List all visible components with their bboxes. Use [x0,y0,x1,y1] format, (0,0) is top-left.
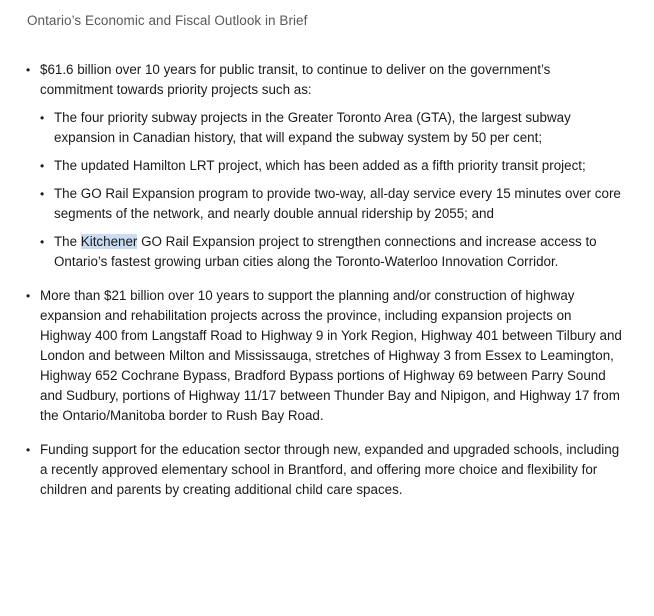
bullet-icon: • [40,111,45,125]
document-header: Ontario’s Economic and Fiscal Outlook in Brief [27,13,308,28]
sub-item-text[interactable]: The four priority subway projects in the Greater Toronto Area (GTA), the largest subway expansion in Canadian history, that will expand the subway system by 50 per cent; [54,110,571,145]
sub-item-text[interactable]: The GO Rail Expansion program to provide two-way, all-day service every 15 minutes over core segments of the network, and nearly double annual ridership by 2055; and [54,186,621,221]
sub-item-text[interactable] [54,234,597,269]
sub-item-kitchener [40,232,624,272]
list-item-text[interactable]: $61.6 billion over 10 years for public transit, to continue to deliver on the government’s commitment towards priority projects such as: [40,62,551,97]
bullet-icon: • [40,235,45,249]
sub-item-text[interactable]: The updated Hamilton LRT project, which has been added as a fifth priority transit project; [54,158,586,173]
sub-bullet-list [40,108,624,272]
bullet-icon: • [40,187,45,201]
bullet-list [0,60,654,500]
sub-item-go-rail [40,184,624,224]
bullet-icon: • [40,159,45,173]
text-before-selection: The [54,234,81,249]
text-after-selection: GO Rail Expansion project to strengthen connections and increase access to Ontario’s fastest growing urban cities along the Toronto-Waterloo Innovation Corridor. [54,234,597,269]
list-item-text[interactable]: More than $21 billion over 10 years to support the planning and/or construction of highway expansion and rehabilitation projects across the province, including expansion projects on Highway 400 from Langstaff Road to Highway 9 in York Region, Highway 401 between Tilbury and London and between Milton and Mississauga, stretches of Highway 3 from Essex to Leamington, Highway 652 Cochrane Bypass, Bradford Bypass portions of Highway 69 between Parry Sound and Sudbury, portions of Highway 11/17 between Thunder Bay and Nipigon, and Highway 17 from the Ontario/Manitoba border to Rush Bay Road. [40,288,622,423]
bullet-icon: • [26,289,31,303]
list-item-education [0,440,654,500]
list-item-text[interactable]: Funding support for the education sector through new, expanded and upgraded schools, including a recently approved elementary school in Brantford, and offering more choice and flexibility for children and parents by creating additional child care spaces. [40,442,620,497]
selected-text-highlight[interactable]: Kitchener [80,234,138,249]
sub-item-subway [40,108,624,148]
list-item-highway [0,286,654,426]
document-body [0,60,654,514]
bullet-icon: • [26,63,31,77]
bullet-icon: • [26,443,31,457]
sub-item-hamilton-lrt [40,156,624,176]
list-item-transit [0,60,654,272]
